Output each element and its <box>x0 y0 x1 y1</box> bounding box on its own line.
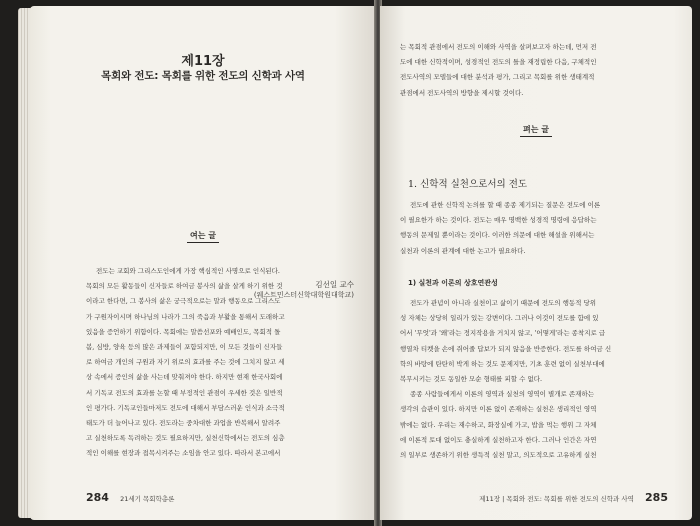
text-line: 복무시키는 것도 동일한 모순 형태를 피할 수 없다. <box>400 375 543 384</box>
text-line: 관점에서 전도사역의 방향을 제시할 것이다. <box>400 88 524 97</box>
text-line: 어서 '무엇'과 '왜'라는 정지작용을 거치지 않고, '어떻게'라는 종착지로 급 <box>400 329 606 338</box>
right-footer <box>479 486 668 505</box>
body-heading: 펴는 글 <box>380 124 692 137</box>
left-footer <box>86 486 174 505</box>
author-affiliation: (웨스트민스터신학대학원대학교) <box>253 291 354 299</box>
text-line: 전도는 교회와 그리스도인에게 가장 핵심적인 사명으로 인식된다. <box>96 267 280 275</box>
chapter-title: 목회와 전도: 목회를 위한 전도의 신학과 사역 <box>101 70 305 82</box>
text-line: 상 속에서 증인의 삶을 사는데 맞춰져야 한다. 하지만 현재 한국사회에 <box>86 373 283 382</box>
text-line: 태도가 더 늘어나고 있다. 전도라는 중차대한 과업을 반복해서 알려주 <box>86 419 281 428</box>
right-page <box>380 6 692 520</box>
top-paragraph <box>400 40 670 101</box>
text-line: 이 필요한가 하는 것이다. 전도는 매우 명백한 성경적 명령에 응답하는 <box>400 216 597 225</box>
text-line: 있음을 증언하기 위함이다. 목회에는 말씀선포와 예배인도, 목회적 돌 <box>86 327 281 336</box>
text-line: 행동의 문제일 뿐이라는 것이다. 이러한 의문에 대한 해설을 위해서는 <box>400 231 595 240</box>
text-line: 목회의 모든 활동들이 신자들로 하여금 봉사의 삶을 살게 하기 위한 것 <box>86 282 283 291</box>
text-line: 전도사역의 모델들에 대한 분석과 평가, 그리고 목회를 위한 생태계적 <box>400 73 595 82</box>
text-line: 행열차 티켓을 손에 쥐어줄 답보가 되지 않음을 반증한다. 전도를 하여금 신 <box>400 344 612 353</box>
text-line: 도에 대한 신학적이며, 성경적인 전도의 틀을 재정립한 다음, 구체적인 <box>400 58 597 67</box>
text-line: 에 이론적 토대 없이도 충실하게 실천하고자 한다. 그러나 인간은 자연 <box>400 435 597 444</box>
text-line: 봄, 심방, 양육 등의 많은 과제들이 포함되지만, 이 모든 것들이 신자들 <box>86 343 283 352</box>
text-line: 인 평가다. 기독교인들마저도 전도에 대해서 부담스러운 인식과 소극적 <box>86 403 285 412</box>
page-number: 285 <box>645 491 668 504</box>
text-line: 는 목회적 관점에서 전도의 이해와 사역을 살펴보고자 하는데, 먼저 전 <box>400 43 597 51</box>
subsection-paragraph <box>400 296 670 463</box>
text-line: 밖에는 없다. 우리는 재수하고, 화장실에 가고, 밥을 먹는 행위 그 자체 <box>400 420 597 429</box>
subsection-title: 1) 실천과 이론의 상호연관성 <box>408 279 498 287</box>
text-line: 로 하여금 개인의 구원과 자기 위로의 효과를 주는 것에 그치지 않고 세 <box>86 358 285 367</box>
text-line: 적인 이해를 현장과 접목시켜주는 소임을 안고 있다. 따라서 본고에서 <box>86 449 281 458</box>
text-line: 고 실천하도록 독려하는 것도 필요하지만, 실천신학에서는 전도의 심층 <box>86 434 285 443</box>
left-page <box>30 6 376 520</box>
text-line: 전도가 관념이 아니라 실천이고 삶이기 때문에 전도의 행동적 당위 <box>410 299 597 307</box>
section-paragraph <box>400 198 670 259</box>
text-line: 서 기독교 전도의 효과를 논할 때 부정적인 관점이 우세한 것은 일반적 <box>86 388 283 397</box>
intro-heading: 여는 글 <box>30 230 376 243</box>
text-line: 전도에 관한 신학적 논의를 할 때 종종 제기되는 질문은 전도에 이론 <box>410 201 601 209</box>
text-line: 가 구원자이시며 하나님의 나라가 그의 죽음과 부활을 통해서 도래하고 <box>86 312 285 321</box>
text-line: 의 일부로 생존하기 위한 생득적 실천 말고, 의도적으로 고유하게 실천 <box>400 451 597 460</box>
text-line: 생각의 습관이 있다. 하지만 이론 없이 존재하는 실천은 생리적인 영역 <box>400 405 597 414</box>
text-line: 실천과 이론의 관계에 대한 논고가 필요하다. <box>400 246 526 255</box>
text-line: 이라고 한다면, 그 봉사의 삶은 궁극적으로는 말과 행동으로 그리스도 <box>86 297 281 306</box>
intro-paragraph <box>86 264 356 462</box>
chapter-number: 제11장 <box>181 54 225 69</box>
text-line: 종종 사람들에게서 이론의 영역과 실천의 영역이 별개로 존재하는 <box>410 390 594 399</box>
author-name: 김선일 교수 <box>315 280 354 289</box>
running-title: 제11장 | 목회와 전도: 목회를 위한 전도의 신학과 사역 <box>479 495 634 503</box>
text-line: 성 자체는 상당히 일리가 있는 강변이다. 그러나 이것이 전도를 함에 있 <box>400 314 599 323</box>
running-title: 21세기 목회학총론 <box>120 495 175 503</box>
section-title: 1. 신학적 실천으로서의 전도 <box>408 179 528 190</box>
page-number: 284 <box>86 491 109 504</box>
text-line: 학의 바탕에 탄탄히 박게 하는 것도 문제지만, 기초 훈련 없이 실천부대에 <box>400 359 605 368</box>
